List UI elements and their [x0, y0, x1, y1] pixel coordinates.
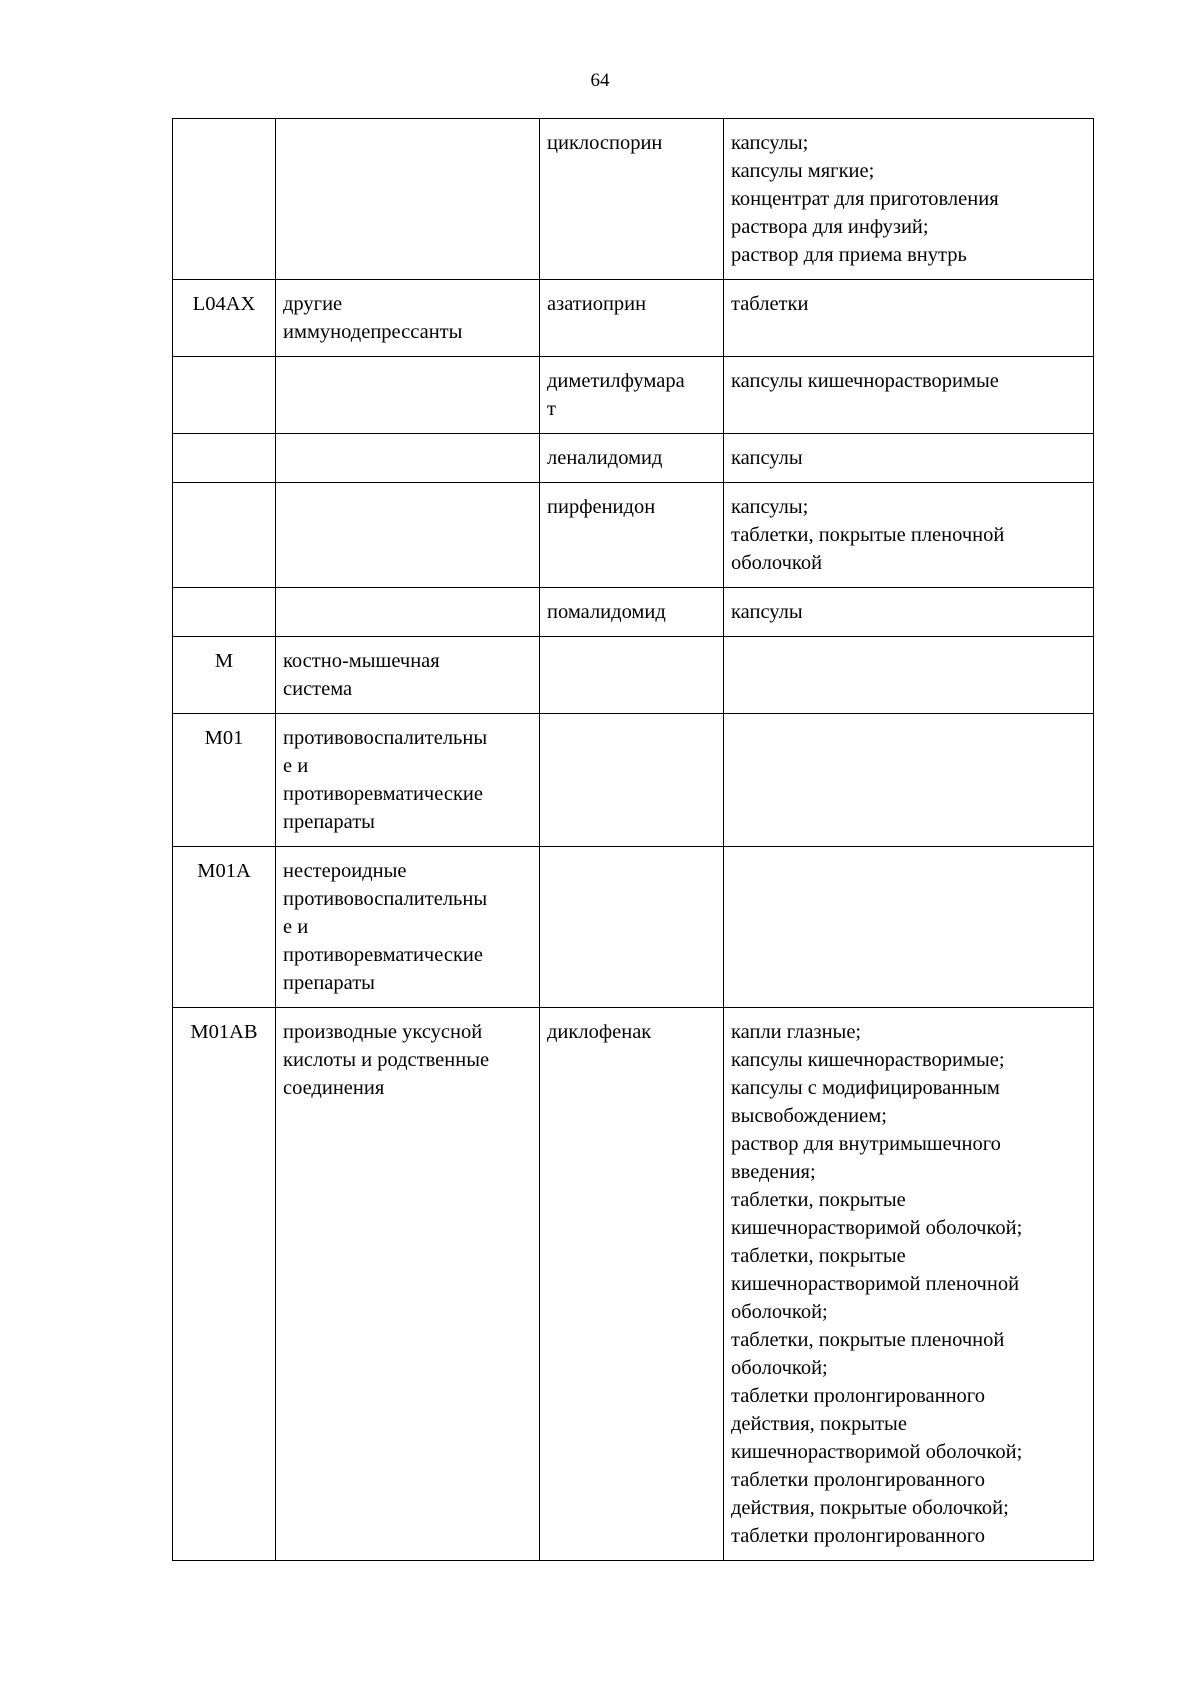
cell-line: противовоспалительны	[283, 727, 488, 749]
cell-line: кишечнорастворимой пленочной	[731, 1273, 1020, 1295]
cell-line: препараты	[283, 811, 375, 833]
cell-line: е и	[283, 755, 309, 777]
cell-line: диметилфумара	[547, 370, 685, 392]
cell-line: пирфенидон	[547, 496, 656, 518]
cell-line: т	[547, 398, 556, 420]
atc-code-cell	[173, 434, 276, 483]
drug-name-cell	[540, 588, 724, 637]
cell-line: система	[283, 678, 353, 700]
table-row	[173, 434, 1094, 483]
page-number: 64	[590, 70, 610, 91]
dosage-forms-cell	[724, 847, 1094, 1008]
table-row	[173, 637, 1094, 714]
anatomical-group-cell	[276, 714, 540, 847]
cell-line: действия, покрытые оболочкой;	[731, 1497, 1009, 1519]
dosage-forms-cell	[724, 1008, 1094, 1561]
cell-line: иммунодепрессанты	[283, 321, 463, 343]
cell-line: раствора для инфузий;	[731, 216, 929, 238]
cell-line: таблетки пролонгированного	[731, 1469, 985, 1491]
anatomical-group-cell	[276, 280, 540, 357]
drug-table	[172, 118, 1094, 1561]
cell-line: капсулы кишечнорастворимые	[731, 370, 999, 392]
cell-line: оболочкой	[731, 552, 823, 574]
anatomical-group-cell	[276, 483, 540, 588]
cell-line: таблетки пролонгированного	[731, 1385, 985, 1407]
dosage-forms-cell	[724, 280, 1094, 357]
cell-line: кишечнорастворимой оболочкой;	[731, 1441, 1023, 1463]
dosage-forms-cell	[724, 357, 1094, 434]
cell-line: капли глазные;	[731, 1021, 862, 1043]
cell-line: введения;	[731, 1161, 816, 1183]
cell-line: е и	[283, 916, 309, 938]
cell-line: таблетки, покрытые пленочной	[731, 1329, 1005, 1351]
cell-line: таблетки, покрытые	[731, 1245, 906, 1267]
cell-line: нестероидные	[283, 860, 407, 882]
anatomical-group-cell	[276, 357, 540, 434]
dosage-forms-cell	[724, 637, 1094, 714]
drug-name-cell	[540, 1008, 724, 1561]
atc-code-cell: L04AX	[173, 280, 276, 357]
drug-name-cell	[540, 847, 724, 1008]
cell-line: препараты	[283, 972, 375, 994]
drug-name-cell	[540, 434, 724, 483]
dosage-forms-cell	[724, 119, 1094, 280]
cell-line: другие	[283, 293, 343, 315]
dosage-forms-cell	[724, 588, 1094, 637]
cell-line: костно-мышечная	[283, 650, 440, 672]
dosage-forms-cell	[724, 714, 1094, 847]
anatomical-group-cell	[276, 637, 540, 714]
cell-line: оболочкой;	[731, 1301, 828, 1323]
cell-line: капсулы	[731, 447, 803, 469]
table-body	[173, 119, 1094, 1561]
table-row	[173, 588, 1094, 637]
cell-line: таблетки пролонгированного	[731, 1525, 985, 1547]
atc-code-cell	[173, 588, 276, 637]
table-row	[173, 714, 1094, 847]
atc-code-cell: M	[173, 637, 276, 714]
cell-line: азатиоприн	[547, 293, 647, 315]
cell-line: кишечнорастворимой оболочкой;	[731, 1217, 1023, 1239]
cell-line: раствор для внутримышечного	[731, 1133, 1001, 1155]
atc-code-cell: M01	[173, 714, 276, 847]
cell-line: таблетки, покрытые	[731, 1189, 906, 1211]
anatomical-group-cell	[276, 588, 540, 637]
drug-name-cell	[540, 637, 724, 714]
cell-line: капсулы;	[731, 496, 809, 518]
cell-line: соединения	[283, 1077, 385, 1099]
atc-code-cell: M01AB	[173, 1008, 276, 1561]
drug-name-cell	[540, 483, 724, 588]
drug-name-cell	[540, 280, 724, 357]
atc-code-cell: M01A	[173, 847, 276, 1008]
table-row	[173, 280, 1094, 357]
cell-line: раствор для приема внутрь	[731, 244, 967, 266]
anatomical-group-cell	[276, 847, 540, 1008]
cell-line: капсулы мягкие;	[731, 160, 875, 182]
cell-line: циклоспорин	[547, 132, 663, 154]
cell-line: противоревматические	[283, 944, 483, 966]
cell-line: концентрат для приготовления	[731, 188, 999, 210]
cell-line: диклофенак	[547, 1021, 652, 1043]
cell-line: таблетки	[731, 293, 809, 315]
table-row	[173, 119, 1094, 280]
cell-line: капсулы;	[731, 132, 809, 154]
cell-line: капсулы	[731, 601, 803, 623]
drug-name-cell	[540, 119, 724, 280]
table-row	[173, 483, 1094, 588]
atc-code-cell	[173, 483, 276, 588]
anatomical-group-cell	[276, 119, 540, 280]
drug-name-cell	[540, 714, 724, 847]
cell-line: капсулы с модифицированным	[731, 1077, 1000, 1099]
table-row	[173, 847, 1094, 1008]
atc-code-cell	[173, 357, 276, 434]
dosage-forms-cell	[724, 483, 1094, 588]
atc-code-cell	[173, 119, 276, 280]
drug-name-cell	[540, 357, 724, 434]
cell-line: действия, покрытые	[731, 1413, 907, 1435]
cell-line: оболочкой;	[731, 1357, 828, 1379]
cell-line: противовоспалительны	[283, 888, 488, 910]
anatomical-group-cell	[276, 1008, 540, 1561]
cell-line: таблетки, покрытые пленочной	[731, 524, 1005, 546]
table-row	[173, 357, 1094, 434]
cell-line: капсулы кишечнорастворимые;	[731, 1049, 1005, 1071]
cell-line: производные уксусной	[283, 1021, 483, 1043]
anatomical-group-cell	[276, 434, 540, 483]
cell-line: противоревматические	[283, 783, 483, 805]
dosage-forms-cell	[724, 434, 1094, 483]
cell-line: леналидомид	[547, 447, 663, 469]
table-row	[173, 1008, 1094, 1561]
cell-line: кислоты и родственные	[283, 1049, 490, 1071]
cell-line: высвобождением;	[731, 1105, 887, 1127]
cell-line: помалидомид	[547, 601, 666, 623]
